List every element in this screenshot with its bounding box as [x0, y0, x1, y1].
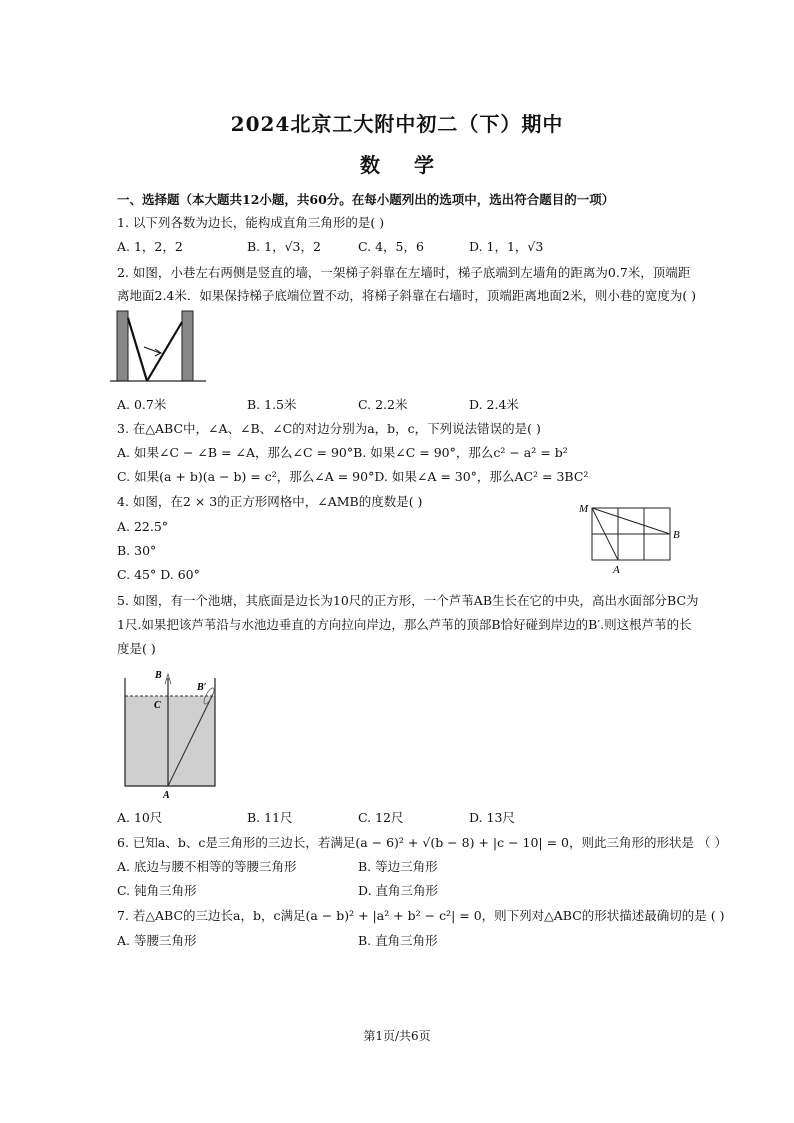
- q4-grid-figure: [576, 498, 688, 578]
- q5-label-a: A: [163, 790, 170, 800]
- q7-option-a: A. 等腰三角形: [117, 933, 197, 948]
- q7-stem: 7. 若△ABC的三边长a，b，c满足(a − b)² + |a² + b² − c²| = 0，则下列对△ABC的形状描述最确切的是 ( ): [117, 908, 725, 923]
- q2-option-a: A. 0.7米: [117, 397, 167, 412]
- q3-options-ab: A. 如果∠C − ∠B = ∠A，那么∠C = 90°B. 如果∠C = 90°，那么c² − a² = b²: [117, 445, 568, 460]
- q4-label-m: M: [579, 503, 589, 515]
- q2-option-d: D. 2.4米: [469, 397, 519, 412]
- q3-stem: 3. 在△ABC中，∠A、∠B、∠C的对边分别为a，b，c，下列说法错误的是( ): [117, 421, 541, 436]
- q3-options-cd: C. 如果(a + b)(a − b) = c²，那么∠A = 90°D. 如果∠A = 30°，那么AC² = 3BC²: [117, 469, 589, 484]
- q1-option-b: B. 1，√3，2: [247, 239, 321, 254]
- q2-stem-line1: 2. 如图，小巷左右两侧是竖直的墙，一架梯子斜靠在左墙时，梯子底端到左墙角的距离为0.7米，顶端距: [117, 265, 691, 280]
- q5-stem-line2: 1尺.如果把该芦苇沿与水池边垂直的方向拉向岸边，那么芦苇的顶部B恰好碰到岸边的B′.则这根芦苇的长: [117, 617, 692, 632]
- q7-option-b: B. 直角三角形: [358, 933, 438, 948]
- page-title: 2024北京工大附中初二（下）期中: [230, 112, 564, 136]
- q1-option-d: D. 1，1，√3: [469, 239, 544, 254]
- q5-stem-line1: 5. 如图，有一个池塘，其底面是边长为10尺的正方形，一个芦苇AB生长在它的中央，高出水面部分BC为: [117, 593, 699, 608]
- q5-label-b: B: [155, 670, 162, 681]
- q4-option-a: A. 22.5°: [117, 519, 169, 534]
- q6-option-d: D. 直角三角形: [358, 883, 439, 898]
- q2-alley-ladder-figure: [110, 308, 210, 386]
- q5-option-b: B. 11尺: [247, 810, 293, 825]
- q6-option-a: A. 底边与腰不相等的等腰三角形: [117, 859, 297, 874]
- q5-option-d: D. 13尺: [469, 810, 515, 825]
- q4-option-b: B. 30°: [117, 543, 157, 558]
- q5-stem-line3: 度是( ): [117, 641, 156, 656]
- q1-option-a: A. 1，2，2: [117, 239, 183, 254]
- q6-option-c: C. 钝角三角形: [117, 883, 197, 898]
- q5-label-c: C: [154, 700, 161, 711]
- q6-option-b: B. 等边三角形: [358, 859, 438, 874]
- q2-option-c: C. 2.2米: [358, 397, 408, 412]
- subject-heading: 数学: [360, 153, 468, 177]
- section-heading: 一、选择题（本大题共12小题，共60分。在每小题列出的选项中，选出符合题目的一项）: [117, 192, 615, 207]
- q5-label-b-prime: B′: [197, 682, 207, 693]
- page-footer: 第1页/共6页: [363, 1029, 431, 1043]
- q1-stem: 1. 以下列各数为边长，能构成直角三角形的是( ): [117, 215, 385, 230]
- q5-pond-reed-figure: [117, 664, 227, 800]
- q6-stem: 6. 已知a、b、c是三角形的三边长，若满足(a − 6)² + √(b − 8) + |c − 10| = 0，则此三角形的形状是 （ ）: [117, 835, 727, 850]
- q4-label-b: B: [673, 529, 680, 541]
- q5-option-c: C. 12尺: [358, 810, 404, 825]
- q4-stem: 4. 如图，在2 × 3的正方形网格中，∠AMB的度数是( ): [117, 494, 423, 509]
- q2-option-b: B. 1.5米: [247, 397, 297, 412]
- q4-options-cd: C. 45° D. 60°: [117, 567, 200, 582]
- q4-label-a: A: [613, 564, 620, 576]
- q2-stem-line2: 离地面2.4米．如果保持梯子底端位置不动，将梯子斜靠在右墙时，顶端距离地面2米，则小巷的宽度为( ): [117, 288, 697, 303]
- q1-option-c: C. 4，5，6: [358, 239, 424, 254]
- q5-option-a: A. 10尺: [117, 810, 163, 825]
